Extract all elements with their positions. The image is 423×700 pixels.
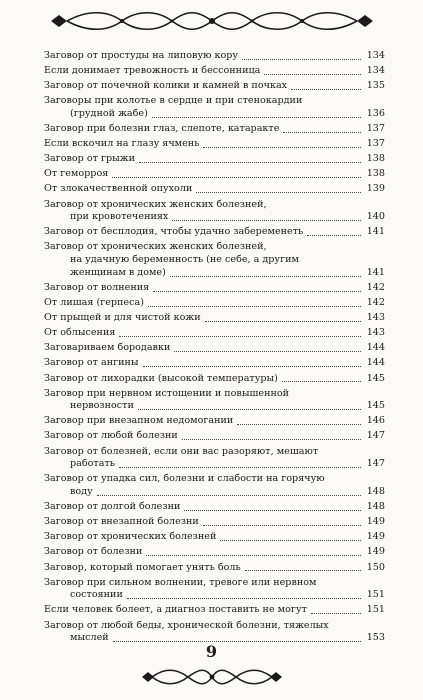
toc-page-number: 145 [366, 372, 385, 384]
toc-entry-continuation [44, 458, 385, 471]
toc-entry-title: Заговор от упадка сил, болезни и слабости на горячую [44, 473, 325, 485]
dot-leader [282, 381, 361, 382]
toc-entry-line [44, 312, 385, 325]
toc-entry-line [44, 373, 385, 386]
bottom-ornament [0, 662, 423, 692]
toc-page-number: 138 [366, 153, 385, 165]
toc-entry-title: Заговор при сильном волнении, тревоге или нервном [44, 576, 317, 588]
dot-leader [311, 613, 361, 614]
toc-entry-title: Заговор от почечной колики и камней в почках [44, 80, 288, 92]
toc-entry [44, 50, 385, 63]
toc-page-number: 144 [366, 342, 385, 354]
toc-entry [44, 199, 385, 224]
toc-page-number: 148 [366, 501, 385, 513]
toc-entry-line [44, 473, 385, 486]
toc-entry-line [44, 123, 385, 136]
toc-entry-title: Заговор при внезапном недомогании [44, 415, 234, 427]
toc-entry-title: От лишая (герпеса) [44, 297, 144, 309]
toc-page-number: 137 [366, 138, 385, 150]
dot-leader [152, 117, 361, 118]
toc-entry-line [44, 199, 385, 212]
toc-entry-line [44, 297, 385, 310]
toc-entry-continuation [44, 486, 385, 499]
toc-entry-continuation [44, 108, 385, 121]
toc-entry [44, 138, 385, 151]
dot-leader [170, 276, 361, 277]
toc-entry-line [44, 327, 385, 340]
toc-page-number: 138 [366, 168, 385, 180]
toc-entry [44, 446, 385, 471]
toc-entry-title: Заговор при нервном истощении и повышенной [44, 387, 290, 399]
toc-page-number: 134 [366, 65, 385, 77]
toc-entry-line [44, 241, 385, 254]
toc-entry [44, 327, 385, 340]
toc-entry-title: От прыщей и для чистой кожи [44, 312, 201, 324]
toc-entry-continuation [44, 589, 385, 602]
toc-page-number: 146 [366, 415, 385, 427]
toc-entry-title: Заговор от волнения [44, 281, 150, 293]
toc-entry [44, 415, 385, 428]
toc-entry [44, 297, 385, 310]
dot-leader [146, 555, 361, 556]
toc-entry-line [44, 388, 385, 401]
toc-entry-line [44, 562, 385, 575]
dot-leader [119, 467, 361, 468]
toc-entry [44, 577, 385, 602]
toc-page-number: 148 [366, 486, 385, 498]
dot-leader [237, 424, 361, 425]
toc-entry-title: состоянии [70, 589, 123, 601]
toc-entry-line [44, 282, 385, 295]
toc-entry-title: Заговоры при колотье в сердце и при стенокардии [44, 95, 303, 107]
toc-entry-line [44, 183, 385, 196]
dot-leader [174, 351, 361, 352]
dot-leader [139, 162, 361, 163]
toc-entry-title: мыслей [70, 632, 109, 644]
toc-entry-title: Заговор от любой беды, хронической болезни, тяжелых [44, 619, 329, 631]
toc-page-number: 136 [366, 107, 385, 119]
toc-entry-line [44, 65, 385, 78]
dot-leader [264, 74, 361, 75]
dot-leader [196, 192, 361, 193]
toc-entry [44, 95, 385, 120]
toc-page-number: 149 [366, 546, 385, 558]
toc-page-number: 140 [366, 211, 385, 223]
toc-entry-title: Заговор от хронических женских болезней, [44, 241, 267, 253]
toc-page-number: 137 [366, 123, 385, 135]
toc-page-number: 151 [366, 604, 385, 616]
dot-leader [184, 510, 361, 511]
toc-entry-title: Если человек болеет, а диагноз поставить не могут [44, 604, 307, 616]
dot-leader [138, 409, 361, 410]
dot-leader [307, 235, 361, 236]
toc-entry [44, 357, 385, 370]
toc-entry [44, 312, 385, 325]
toc-entry [44, 342, 385, 355]
toc-entry-line [44, 168, 385, 181]
toc-entry-line [44, 620, 385, 633]
toc-page-number: 149 [366, 516, 385, 528]
toc-entry-title: Заговор от долгой болезни [44, 501, 181, 513]
toc-entry-title: (грудной жабе) [70, 107, 148, 119]
toc-entry [44, 282, 385, 295]
toc-entry [44, 562, 385, 575]
toc-entry [44, 226, 385, 239]
toc-entry [44, 80, 385, 93]
toc-entry-title: От облысения [44, 327, 116, 339]
toc-entry-title: при кровотечениях [70, 211, 169, 223]
toc-entry [44, 430, 385, 443]
dot-leader [203, 525, 361, 526]
toc-entry-title: Заговариваем бородавки [44, 342, 171, 354]
toc-page-number: 143 [366, 312, 385, 324]
dot-leader [205, 321, 361, 322]
toc-entry [44, 153, 385, 166]
toc-entry-line [44, 501, 385, 514]
dot-leader [143, 366, 361, 367]
toc-page-number: 149 [366, 531, 385, 543]
toc-entry-line [44, 546, 385, 559]
dot-leader [97, 495, 361, 496]
toc-page-number: 139 [366, 183, 385, 195]
toc-entry-title: От геморроя [44, 168, 109, 180]
toc-page-number: 142 [366, 281, 385, 293]
toc-entry [44, 516, 385, 529]
toc-page-number: 141 [366, 226, 385, 238]
dot-leader [245, 570, 361, 571]
toc-page-number: 153 [366, 632, 385, 644]
toc-entry-continuation [44, 267, 385, 280]
toc-entry [44, 123, 385, 136]
toc-page-number: 150 [366, 561, 385, 573]
dot-leader [119, 336, 361, 337]
toc-entry-line [44, 80, 385, 93]
toc-entry-title: Заговор от ангины [44, 357, 139, 369]
toc-entry-title: Если вскочил на глазу ячмень [44, 138, 200, 150]
toc-entry-line [44, 577, 385, 590]
toc-entry-continuation [44, 211, 385, 224]
toc-entry [44, 65, 385, 78]
dot-leader [182, 439, 361, 440]
toc-entry-line [44, 415, 385, 428]
toc-entry-title: Заговор от любой болезни [44, 430, 178, 442]
toc-entry-title: Заговор от внезапной болезни [44, 516, 199, 528]
toc-entry [44, 546, 385, 559]
toc-page-number: 141 [366, 266, 385, 278]
dot-leader [283, 132, 361, 133]
toc-entry-title: Если донимает тревожность и бессонница [44, 65, 261, 77]
page-number: 9 [205, 642, 218, 661]
toc-entry-line [44, 357, 385, 370]
flourish-border-icon [47, 8, 377, 34]
toc-entry-title: нервозности [70, 400, 134, 412]
toc-entry-line [44, 226, 385, 239]
toc-page-number: 151 [366, 589, 385, 601]
dot-leader [291, 89, 361, 90]
toc-entry [44, 373, 385, 386]
toc-page-number: 147 [366, 458, 385, 470]
flourish-ornament-icon [142, 666, 282, 688]
toc-entry-line [44, 138, 385, 151]
dot-leader [153, 291, 361, 292]
dot-leader [172, 220, 361, 221]
toc-page-number: 143 [366, 327, 385, 339]
toc-entry-title: Заговор от простуды на липовую кору [44, 50, 239, 61]
toc-page-number: 142 [366, 297, 385, 309]
toc-entry [44, 183, 385, 196]
top-ornament [0, 6, 423, 36]
toc-entry-line [44, 430, 385, 443]
toc-entry-title: Заговор от хронических женских болезней, [44, 198, 267, 210]
dot-leader [112, 177, 361, 178]
toc-entry-title: воду [70, 486, 93, 498]
toc-entry-title: Заговор от бесплодия, чтобы удачно забеременеть [44, 226, 304, 238]
toc-entry-title: Заговор от болезни [44, 546, 143, 558]
toc-entry-title: Заговор от хронических болезней [44, 531, 217, 543]
dot-leader [203, 147, 361, 148]
toc-entry-line [44, 342, 385, 355]
toc-entry-line [44, 604, 385, 617]
toc-entry-title: Заговор при болезни глаз, слепоте, катаракте [44, 123, 280, 135]
toc-page-number: 147 [366, 430, 385, 442]
toc-entry-line [44, 531, 385, 544]
toc-entry-title: женщинам в доме) [70, 266, 166, 278]
toc-entry [44, 241, 385, 279]
dot-leader [220, 540, 361, 541]
toc-entry-title: на удачную беременность (не себе, а другим [70, 254, 299, 266]
toc-entry-title: Заговор от грыжи [44, 153, 136, 165]
toc-entry-title: Заговор от болезней, если они вас разоряют, мешают [44, 445, 319, 457]
toc-page-number: 134 [366, 50, 385, 61]
dot-leader [127, 598, 361, 599]
toc-entry-line [44, 95, 385, 108]
toc-page-number: 135 [366, 80, 385, 92]
toc-entry-continuation [44, 400, 385, 413]
toc-entry [44, 388, 385, 413]
toc-entry [44, 473, 385, 498]
toc-entry-title: Заговор, который помогает унять боль [44, 561, 241, 573]
toc-entry-title: От злокачественной опухоли [44, 183, 193, 195]
table-of-contents [44, 50, 385, 647]
toc-page-number: 144 [366, 357, 385, 369]
toc-entry-title: Заговор от лихорадки (высокой температуры) [44, 372, 278, 384]
toc-entry [44, 531, 385, 544]
toc-entry-line [44, 153, 385, 166]
toc-entry-title: работать [70, 458, 115, 470]
toc-entry [44, 501, 385, 514]
toc-entry-line [44, 446, 385, 459]
toc-entry [44, 604, 385, 617]
toc-entry-continuation [44, 254, 385, 267]
dot-leader [242, 59, 361, 60]
toc-entry-line [44, 516, 385, 529]
dot-leader [148, 306, 361, 307]
toc-page-number: 145 [366, 400, 385, 412]
toc-entry-line [44, 50, 385, 63]
toc-entry [44, 168, 385, 181]
